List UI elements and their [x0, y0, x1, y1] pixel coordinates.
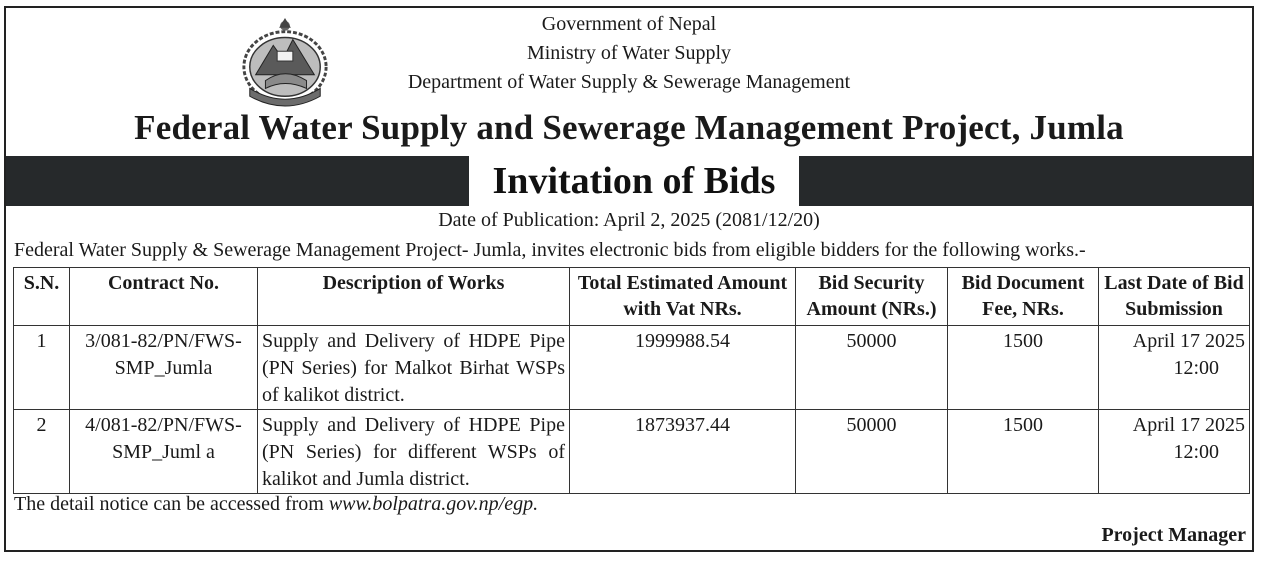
title-banner	[6, 156, 1252, 206]
cell-sn: 2	[14, 410, 70, 494]
header-description: Description of Works	[258, 268, 570, 326]
ministry-name: Ministry of Water Supply	[526, 42, 732, 64]
bid-notice	[4, 6, 1254, 552]
cell-last-date	[1099, 410, 1250, 494]
cell-bid-security: 50000	[796, 410, 948, 494]
project-title: Federal Water Supply and Sewerage Management Project, Jumla	[134, 108, 1124, 147]
cell-bid-security: 50000	[796, 326, 948, 410]
cell-total-amount: 1999988.54	[570, 326, 796, 410]
cell-last-date	[1099, 326, 1250, 410]
cell-description: Supply and Delivery of HDPE Pipe (PN Series) for different WSPs of kalikot and Jumla district.	[258, 410, 570, 494]
deadline-date: April 17 2025	[1132, 414, 1245, 436]
deadline-time: 12:00	[1173, 441, 1219, 463]
header-contract-no: Contract No.	[70, 268, 258, 326]
table-row	[14, 410, 1250, 494]
table-row	[14, 326, 1250, 410]
table-header-row	[14, 268, 1250, 326]
footer-note-text: The detail notice can be accessed from	[14, 493, 329, 515]
bids-table	[13, 267, 1250, 494]
cell-description: Supply and Delivery of HDPE Pipe (PN Series) for Malkot Birhat WSPs of kalikot district.	[258, 326, 570, 410]
cell-total-amount: 1873937.44	[570, 410, 796, 494]
publication-date: Date of Publication: April 2, 2025 (2081/12/20)	[438, 209, 820, 231]
header-last-date: Last Date of Bid Submission	[1099, 268, 1250, 326]
header-sn: S.N.	[14, 268, 70, 326]
intro-text: Federal Water Supply & Sewerage Management Project- Jumla, invites electronic bids from eligible bidders for the following works.-	[14, 239, 1086, 261]
header-total-amount: Total Estimated Amount with Vat NRs.	[570, 268, 796, 326]
cell-document-fee: 1500	[948, 326, 1099, 410]
header-document-fee: Bid Document Fee, NRs.	[948, 268, 1099, 326]
footer-note	[14, 491, 538, 517]
banner-title: Invitation of Bids	[469, 156, 799, 206]
bolpatra-link[interactable]: www.bolpatra.gov.np/egp.	[328, 493, 539, 515]
deadline-date: April 17 2025	[1132, 330, 1245, 352]
cell-contract-no: 3/081-82/PN/FWS-SMP_Jumla	[70, 326, 258, 410]
header-bid-security: Bid Security Amount (NRs.)	[796, 268, 948, 326]
signatory: Project Manager	[1101, 524, 1246, 546]
government-name: Government of Nepal	[541, 13, 717, 35]
department-name: Department of Water Supply & Sewerage Management	[407, 71, 851, 93]
cell-contract-no: 4/081-82/PN/FWS-SMP_Juml a	[70, 410, 258, 494]
cell-sn: 1	[14, 326, 70, 410]
deadline-time: 12:00	[1173, 357, 1219, 379]
cell-document-fee: 1500	[948, 410, 1099, 494]
